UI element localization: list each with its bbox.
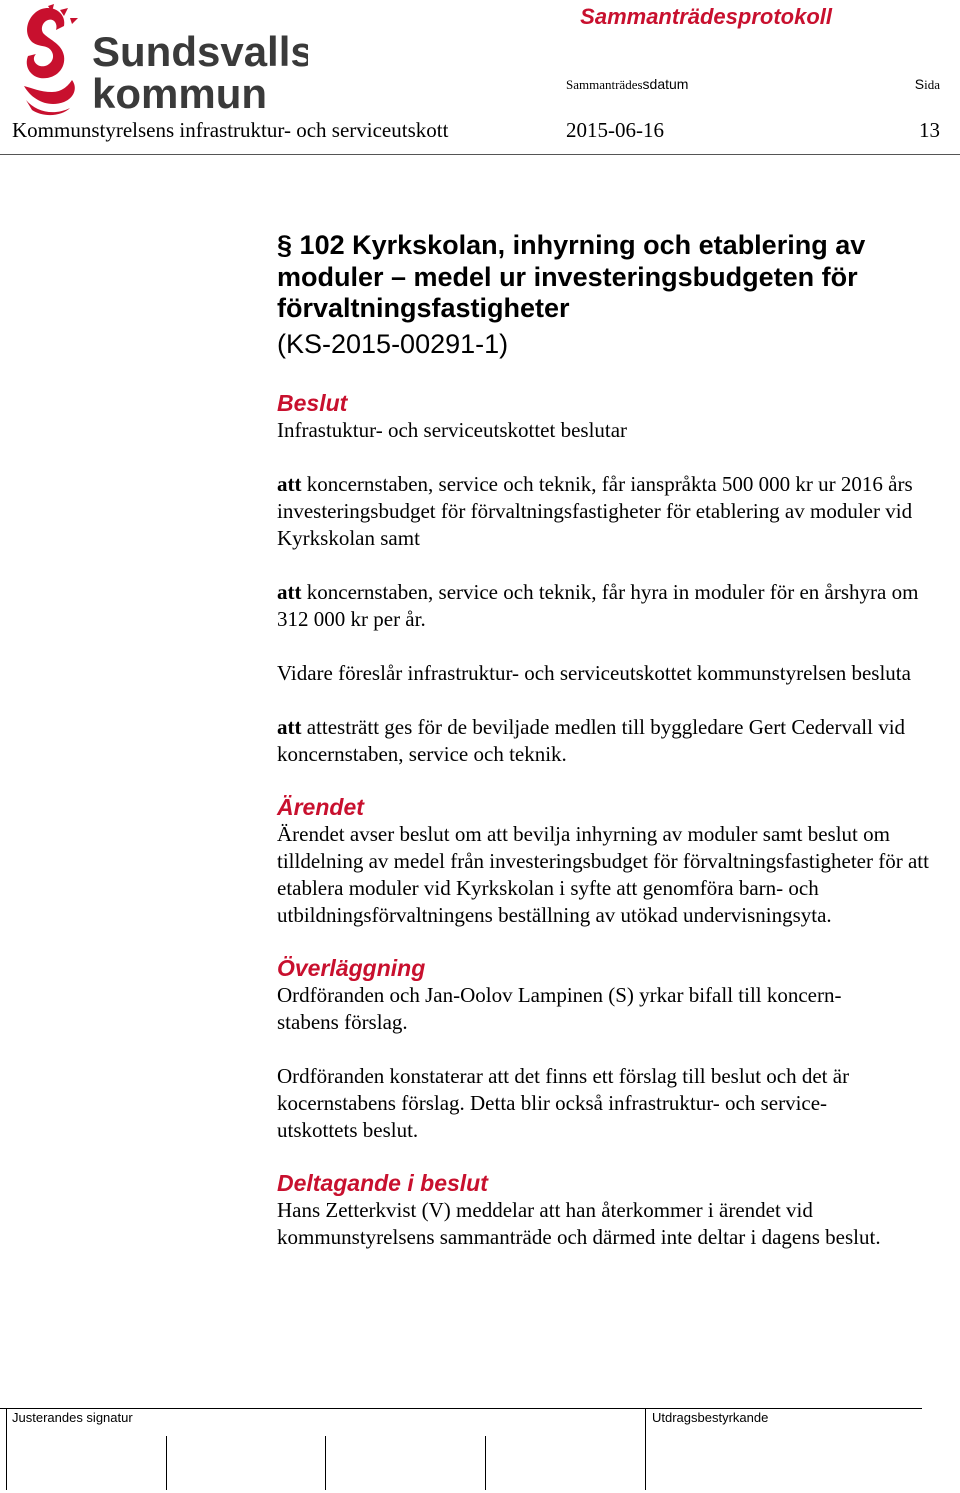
page-number: 13 (919, 118, 940, 142)
att-keyword: att (277, 472, 302, 496)
svg-text:Sundsvalls: Sundsvalls (92, 28, 308, 75)
signature-box-divider (485, 1436, 486, 1490)
case-reference: (KS-2015-00291-1) (277, 328, 509, 359)
decision-item-text: koncernstaben, service och teknik, får hyra in moduler för en årshyra om 312 000 kr per år. (277, 580, 919, 631)
deltagande-heading: Deltagande i beslut (277, 1170, 488, 1196)
svg-text:kommun: kommun (92, 70, 268, 117)
paragraph-sign: § (277, 230, 293, 260)
beslut-intro: Infrastuktur- och serviceutskottet beslutar (277, 418, 628, 442)
decision-item-3 (277, 714, 937, 768)
deltagande-text: Hans Zetterkvist (V) meddelar att han återkommer i ärendet vid kommunstyrelsens sammanträde och därmed inte deltar i dagens beslut. (277, 1198, 881, 1249)
signature-box-divider (6, 1408, 7, 1490)
signature-box-divider (166, 1436, 167, 1490)
arendet-text: Ärendet avser beslut om att bevilja inhyrning av moduler samt beslut om tilldelning av medel från investeringsbudget för förvaltningsfastigheter för att etablera moduler vid Kyrkskolan i syfte att genomföra barn- och utbildningsförvaltningens beställning av utökad undervisningsyta. (277, 822, 929, 927)
footer-divider (0, 1408, 922, 1409)
committee-name: Kommunstyrelsens infrastruktur- och serviceutskott (12, 118, 449, 142)
meeting-date-label-part2: sdatum (642, 76, 689, 92)
further-proposal: Vidare föreslår infrastruktur- och serviceutskottet kommunstyrelsen besluta (277, 661, 911, 685)
meeting-date: 2015-06-16 (566, 118, 664, 142)
decision-item-2 (277, 579, 937, 633)
decision-item-text: attesträtt ges för de beviljade medlen till byggledare Gert Cedervall vid koncernstaben, service och teknik. (277, 715, 906, 766)
page-label-part2: ida (924, 77, 940, 92)
att-keyword: att (277, 580, 302, 604)
page-label (915, 76, 940, 93)
header-divider (0, 154, 960, 155)
att-keyword: att (277, 715, 302, 739)
signature-box-divider (645, 1408, 646, 1490)
beslut-heading: Beslut (277, 390, 348, 416)
signature-box-divider (325, 1436, 326, 1490)
overlaggning-heading: Överläggning (277, 955, 426, 981)
sundsvall-logo (18, 4, 308, 118)
overlaggning-paragraph-1 (277, 982, 937, 1036)
line: utskottets beslut. (277, 1118, 419, 1142)
line: Ordföranden konstaterar att det finns ett förslag till beslut och det är (277, 1064, 850, 1088)
section-title (277, 230, 937, 325)
signature-label: Justerandes signatur (12, 1410, 133, 1425)
decision-item-text: koncernstaben, service och teknik, får ianspråkta 500 000 kr ur 2016 års investeringsbudget för förvaltningsfastigheter för etablering av moduler vid Kyrkskolan samt (277, 472, 913, 550)
dragon-emblem-icon (18, 4, 308, 118)
overlaggning-paragraph-2 (277, 1063, 937, 1144)
decision-item-1 (277, 471, 937, 552)
section-title-text: 102 Kyrkskolan, inhyrning och etablering av moduler – medel ur investeringsbudgeten för förvaltningsfastigheter (277, 230, 866, 323)
meeting-date-label-part1: Sammanträdes (566, 77, 643, 92)
document-type: Sammanträdesprotokoll (580, 4, 832, 29)
extract-certification-label: Utdragsbestyrkande (652, 1410, 769, 1425)
page-label-part1: S (914, 76, 925, 92)
line: stabens förslag. (277, 1010, 408, 1034)
protocol-content (277, 230, 937, 1251)
line: Ordföranden och Jan-Oolov Lampinen (S) yrkar bifall till koncern- (277, 983, 842, 1007)
arendet-heading: Ärendet (277, 794, 364, 820)
meeting-date-label (566, 76, 688, 93)
line: kocernstabens förslag. Detta blir också infrastruktur- och service- (277, 1091, 828, 1115)
